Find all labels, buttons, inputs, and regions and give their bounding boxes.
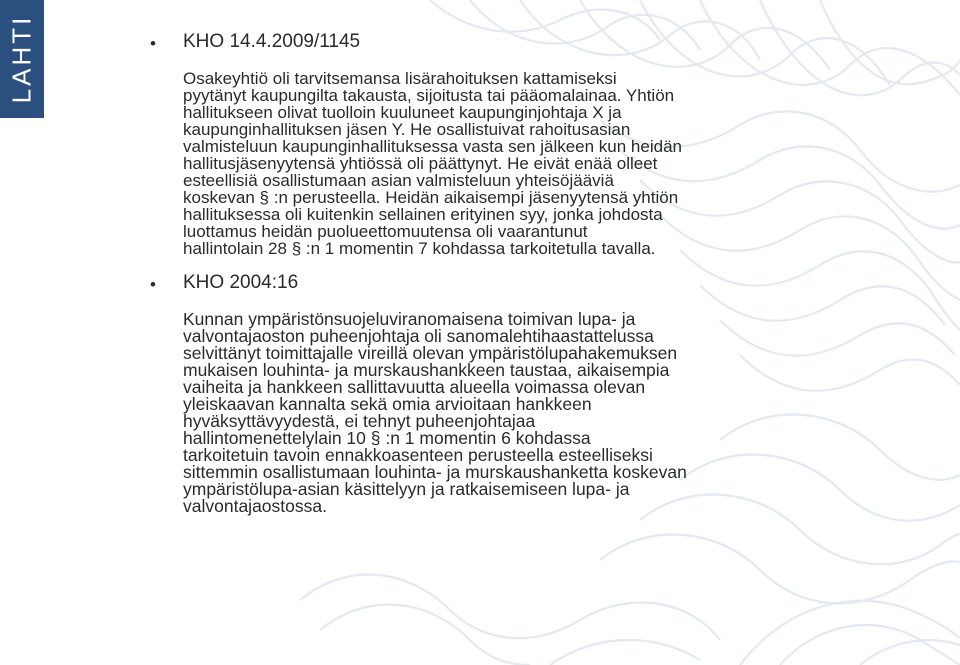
logo-text: LAHTI	[6, 14, 37, 104]
case-heading: KHO 2004:16	[183, 272, 299, 293]
case-description: Osakeyhtiö oli tarvitsemansa lisärahoituksen kattamiseksi pyytänyt kaupungilta takausta, sijoitusta tai pääomalainaa. Yhtiön hallitukseen olivat tuolloin kuuluneet kaupunginjohtaja X ja kaupunginhallituksen jäsen Y. He osallistuivat rahoitusasian valmisteluun kaupunginhallituksessa vasta sen jälkeen kun heidän hallitusjäsenyytensä yhtiössä oli päättynyt. He eivät enää olleet esteellisiä osallistumaan asian valmisteluun yhteisöjääviä koskevan § :n perusteella. Heidän aikaisempi jäsenyytensä yhtiön hallituksessa oli kuitenkin sellainen erityinen syy, jonka johdosta luottamus heidän puolueettomuutensa oli vaarantunut hallintolain 28 § :n 1 momentin 7 kohdassa tarkoitetulla tavalla.	[183, 69, 682, 258]
list-item	[148, 30, 816, 257]
lahti-logo	[0, 0, 44, 118]
list-item	[148, 271, 816, 515]
case-description: Kunnan ympäristönsuojeluviranomaisena toimivan lupa- ja valvontajaoston puheenjohtaja oli sanomalehtihaastattelussa selvittänyt toimittajalle vireillä olevan ympäristölupahakemuksen mukaisen louhinta- ja murskaushankkeen taustaa, aikaisempia vaiheita ja hankkeen sallittavuutta alueella voimassa olevan yleiskaavan kannalta sekä omia arvioitaan hankkeen hyväksyttävyydestä, ei tehnyt puheenjohtajaa hallintomenettelylain 10 § :n 1 momentin 6 kohdassa tarkoitetuin tavoin ennakkoasenteen perusteella esteelliseksi sittemmin osallistumaan louhinta- ja murskaushanketta koskevan ympäristölupa-asian käsittelyyn ja ratkaisemiseen lupa- ja valvontajaostossa.	[183, 309, 687, 516]
case-heading: KHO 14.4.2009/1145	[183, 31, 361, 52]
content-area	[148, 30, 816, 515]
bullet-icon: •	[150, 275, 156, 294]
bullet-icon: •	[150, 34, 156, 53]
